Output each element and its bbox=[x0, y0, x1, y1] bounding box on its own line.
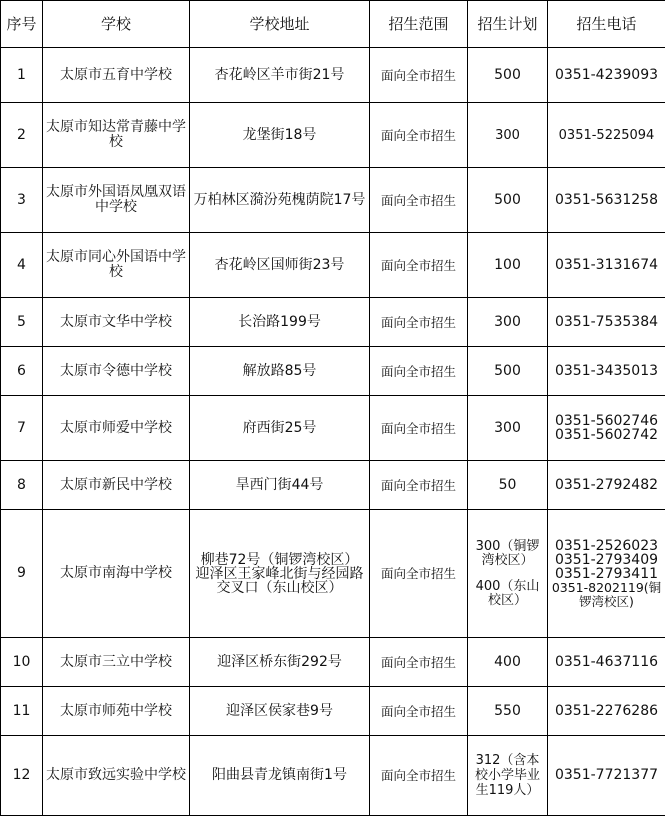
cell-scope: 面向全市招生 bbox=[370, 103, 468, 168]
cell-no: 8 bbox=[1, 461, 43, 510]
cell-address: 杏花岭区羊市街21号 bbox=[190, 48, 370, 103]
cell-plan: 500 bbox=[468, 347, 548, 396]
cell-address: 杏花岭区国师街23号 bbox=[190, 233, 370, 298]
cell-plan: 300 bbox=[468, 103, 548, 168]
cell-school: 太原市五育中学校 bbox=[43, 48, 190, 103]
cell-scope: 面向全市招生 bbox=[370, 461, 468, 510]
header-plan: 招生计划 bbox=[468, 1, 548, 48]
cell-scope: 面向全市招生 bbox=[370, 347, 468, 396]
cell-phone bbox=[548, 396, 665, 461]
cell-scope: 面向全市招生 bbox=[370, 687, 468, 736]
cell-no: 1 bbox=[1, 48, 43, 103]
cell-plan: 312（含本校小学毕业生119人） bbox=[468, 736, 548, 816]
header-scope: 招生范围 bbox=[370, 1, 468, 48]
cell-phone: 0351-5631258 bbox=[548, 168, 665, 233]
table-row bbox=[1, 233, 665, 298]
cell-plan: 500 bbox=[468, 48, 548, 103]
cell-school: 太原市文华中学校 bbox=[43, 298, 190, 347]
cell-phone: 0351-4637116 bbox=[548, 638, 665, 687]
cell-address: 迎泽区侯家巷9号 bbox=[190, 687, 370, 736]
table-row bbox=[1, 736, 665, 816]
cell-plan: 50 bbox=[468, 461, 548, 510]
cell-no: 7 bbox=[1, 396, 43, 461]
cell-scope: 面向全市招生 bbox=[370, 233, 468, 298]
cell-plan: 300 bbox=[468, 396, 548, 461]
plan-line: 400（东山校区） bbox=[475, 578, 540, 608]
cell-school: 太原市外国语凤凰双语中学校 bbox=[43, 168, 190, 233]
cell-phone bbox=[548, 510, 665, 638]
cell-scope: 面向全市招生 bbox=[370, 510, 468, 638]
phone-line: 0351-5602742 bbox=[554, 427, 659, 443]
cell-address: 长治路199号 bbox=[190, 298, 370, 347]
cell-no: 5 bbox=[1, 298, 43, 347]
cell-scope: 面向全市招生 bbox=[370, 736, 468, 816]
header-address: 学校地址 bbox=[190, 1, 370, 48]
cell-plan: 400 bbox=[468, 638, 548, 687]
cell-school: 太原市同心外国语中学校 bbox=[43, 233, 190, 298]
table-row bbox=[1, 48, 665, 103]
table-row bbox=[1, 638, 665, 687]
table-row bbox=[1, 168, 665, 233]
cell-phone: 0351-3435013 bbox=[548, 347, 665, 396]
cell-address: 龙堡街18号 bbox=[190, 103, 370, 168]
cell-address: 阳曲县青龙镇南街1号 bbox=[190, 736, 370, 816]
cell-no: 3 bbox=[1, 168, 43, 233]
table-row bbox=[1, 396, 665, 461]
cell-scope: 面向全市招生 bbox=[370, 48, 468, 103]
header-school: 学校 bbox=[43, 1, 190, 48]
plan-line: 300（铜锣湾校区） bbox=[475, 538, 540, 568]
cell-school: 太原市令德中学校 bbox=[43, 347, 190, 396]
cell-phone: 0351-7535384 bbox=[548, 298, 665, 347]
cell-address: 解放路85号 bbox=[190, 347, 370, 396]
phone-line: 0351-8202119(铜锣湾校区) bbox=[551, 579, 662, 609]
cell-plan: 100 bbox=[468, 233, 548, 298]
cell-phone: 0351-7721377 bbox=[548, 736, 665, 816]
table-row bbox=[1, 103, 665, 168]
cell-address: 万柏林区漪汾苑槐荫院17号 bbox=[190, 168, 370, 233]
cell-school: 太原市师爱中学校 bbox=[43, 396, 190, 461]
table-row bbox=[1, 461, 665, 510]
cell-address: 旱西门街44号 bbox=[190, 461, 370, 510]
cell-address: 迎泽区桥东街292号 bbox=[190, 638, 370, 687]
cell-plan: 550 bbox=[468, 687, 548, 736]
cell-no: 6 bbox=[1, 347, 43, 396]
header-no: 序号 bbox=[1, 1, 43, 48]
phone-line: 0351-2793409 bbox=[554, 551, 659, 568]
header-phone: 招生电话 bbox=[548, 1, 665, 48]
cell-phone: 0351-3131674 bbox=[548, 233, 665, 298]
cell-no: 2 bbox=[1, 103, 43, 168]
cell-school: 太原市知达常青藤中学校 bbox=[43, 103, 190, 168]
cell-scope: 面向全市招生 bbox=[370, 168, 468, 233]
table-row bbox=[1, 298, 665, 347]
phone-line: 0351-2526023 bbox=[554, 537, 659, 554]
cell-phone: 0351-2792482 bbox=[548, 461, 665, 510]
table-row bbox=[1, 347, 665, 396]
table-row bbox=[1, 687, 665, 736]
cell-plan: 300 bbox=[468, 298, 548, 347]
cell-phone: 0351-5225094 bbox=[548, 103, 665, 168]
cell-no: 9 bbox=[1, 510, 43, 638]
cell-plan bbox=[468, 510, 548, 638]
address-line: 迎泽区王家峰北街与经园路交叉口（东山校区） bbox=[195, 565, 364, 596]
table-row bbox=[1, 510, 665, 638]
cell-school: 太原市致远实验中学校 bbox=[43, 736, 190, 816]
cell-plan: 500 bbox=[468, 168, 548, 233]
cell-phone: 0351-4239093 bbox=[548, 48, 665, 103]
phone-line: 0351-2793411 bbox=[554, 565, 659, 582]
cell-scope: 面向全市招生 bbox=[370, 396, 468, 461]
cell-scope: 面向全市招生 bbox=[370, 638, 468, 687]
phone-line: 0351-5602746 bbox=[554, 413, 659, 429]
cell-school: 太原市三立中学校 bbox=[43, 638, 190, 687]
address-line: 柳巷72号（铜锣湾校区） bbox=[200, 551, 359, 568]
cell-address: 府西街25号 bbox=[190, 396, 370, 461]
cell-school: 太原市师苑中学校 bbox=[43, 687, 190, 736]
header-row bbox=[1, 1, 665, 48]
cell-school: 太原市新民中学校 bbox=[43, 461, 190, 510]
cell-scope: 面向全市招生 bbox=[370, 298, 468, 347]
cell-no: 4 bbox=[1, 233, 43, 298]
cell-no: 10 bbox=[1, 638, 43, 687]
cell-no: 12 bbox=[1, 736, 43, 816]
cell-school: 太原市南海中学校 bbox=[43, 510, 190, 638]
cell-address bbox=[190, 510, 370, 638]
cell-no: 11 bbox=[1, 687, 43, 736]
cell-phone: 0351-2276286 bbox=[548, 687, 665, 736]
